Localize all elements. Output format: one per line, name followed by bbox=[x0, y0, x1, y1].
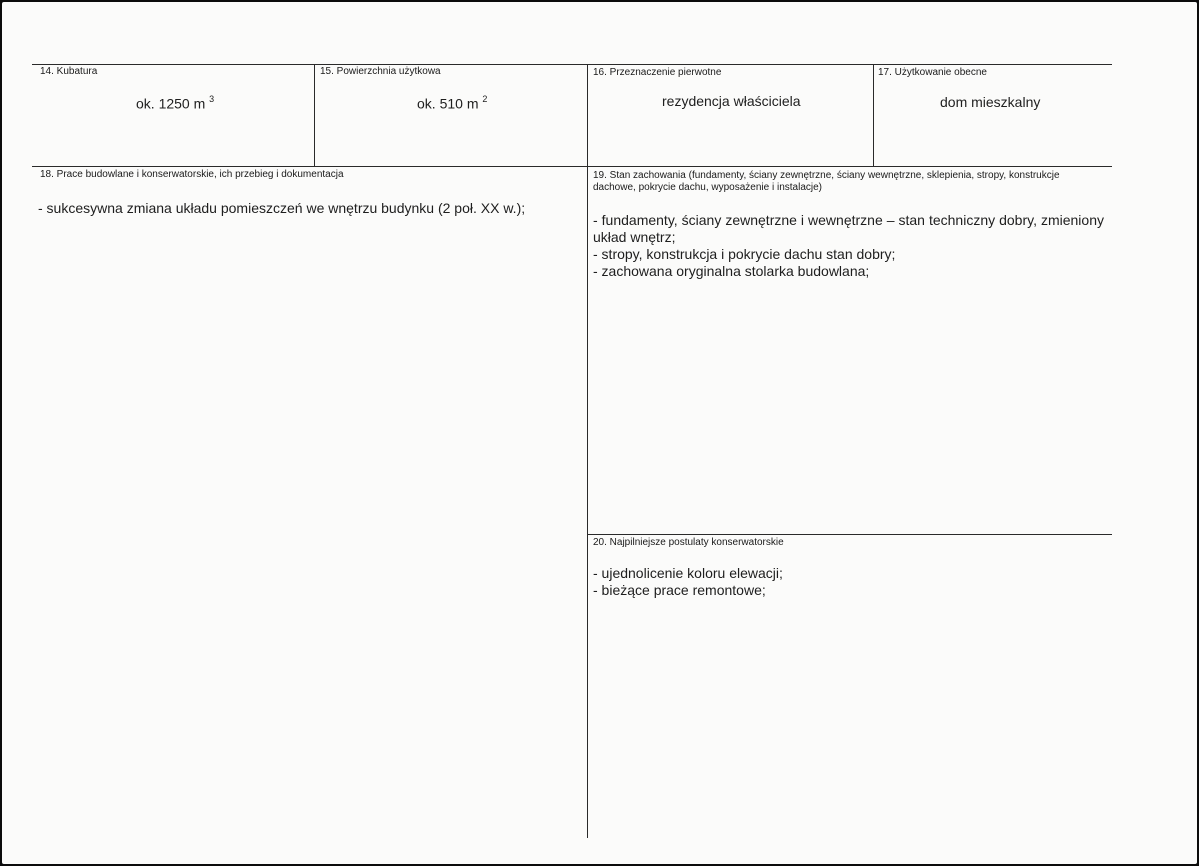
stan-item-2: - stropy, konstrukcja i pokrycie dachu stan dobry; bbox=[593, 246, 896, 262]
uzytkowanie-label: 17. Użytkowanie obecne bbox=[878, 67, 987, 78]
postulaty-label: 20. Najpilniejsze postulaty konserwatorskie bbox=[593, 537, 784, 548]
przeznaczenie-value: rezydencja właściciela bbox=[662, 93, 801, 109]
divider-15-16 bbox=[587, 64, 588, 838]
stan-item-1: - fundamenty, ściany zewnętrzne i wewnętrzne – stan techniczny dobry, zmieniony układ wnętrz; bbox=[593, 212, 1104, 245]
kubatura-label: 14. Kubatura bbox=[40, 66, 98, 77]
powierzchnia-value-text: ok. 510 m bbox=[417, 95, 479, 112]
powierzchnia-value bbox=[417, 92, 487, 112]
postulaty-list bbox=[593, 565, 1104, 599]
powierzchnia-exponent: 2 bbox=[482, 94, 488, 104]
postulaty-item-2: - bieżące prace remontowe; bbox=[593, 582, 766, 598]
stan-item-3: - zachowana oryginalna stolarka budowlana; bbox=[593, 263, 870, 279]
uzytkowanie-value: dom mieszkalny bbox=[940, 94, 1041, 110]
kubatura-value bbox=[136, 92, 214, 112]
top-row-border bbox=[32, 64, 1112, 65]
form-sheet bbox=[2, 2, 1197, 864]
prace-item-1: - sukcesywna zmiana układu pomieszczeń we wnętrzu budynku (2 poł. XX w.); bbox=[38, 200, 526, 216]
stan-label: 19. Stan zachowania (fundamenty, ściany zewnętrzne, ściany wewnętrzne, sklepienia, stropy, konstrukcje dachowe, pokrycie dachu, wyposażenie i instalacje) bbox=[593, 170, 1060, 193]
kubatura-value-text: ok. 1250 m bbox=[136, 95, 206, 112]
postulaty-item-1: - ujednolicenie koloru elewacji; bbox=[593, 565, 783, 581]
powierzchnia-label: 15. Powierzchnia użytkowa bbox=[320, 66, 441, 77]
kubatura-exponent: 3 bbox=[209, 94, 215, 104]
postulaty-border bbox=[587, 534, 1112, 535]
prace-list bbox=[38, 200, 578, 217]
divider-14-15 bbox=[314, 64, 315, 166]
stan-list bbox=[593, 212, 1104, 280]
przeznaczenie-label: 16. Przeznaczenie pierwotne bbox=[593, 67, 722, 78]
divider-16-17 bbox=[873, 64, 874, 166]
middle-row-border bbox=[32, 166, 1112, 167]
prace-label: 18. Prace budowlane i konserwatorskie, ich przebieg i dokumentacja bbox=[40, 169, 344, 180]
